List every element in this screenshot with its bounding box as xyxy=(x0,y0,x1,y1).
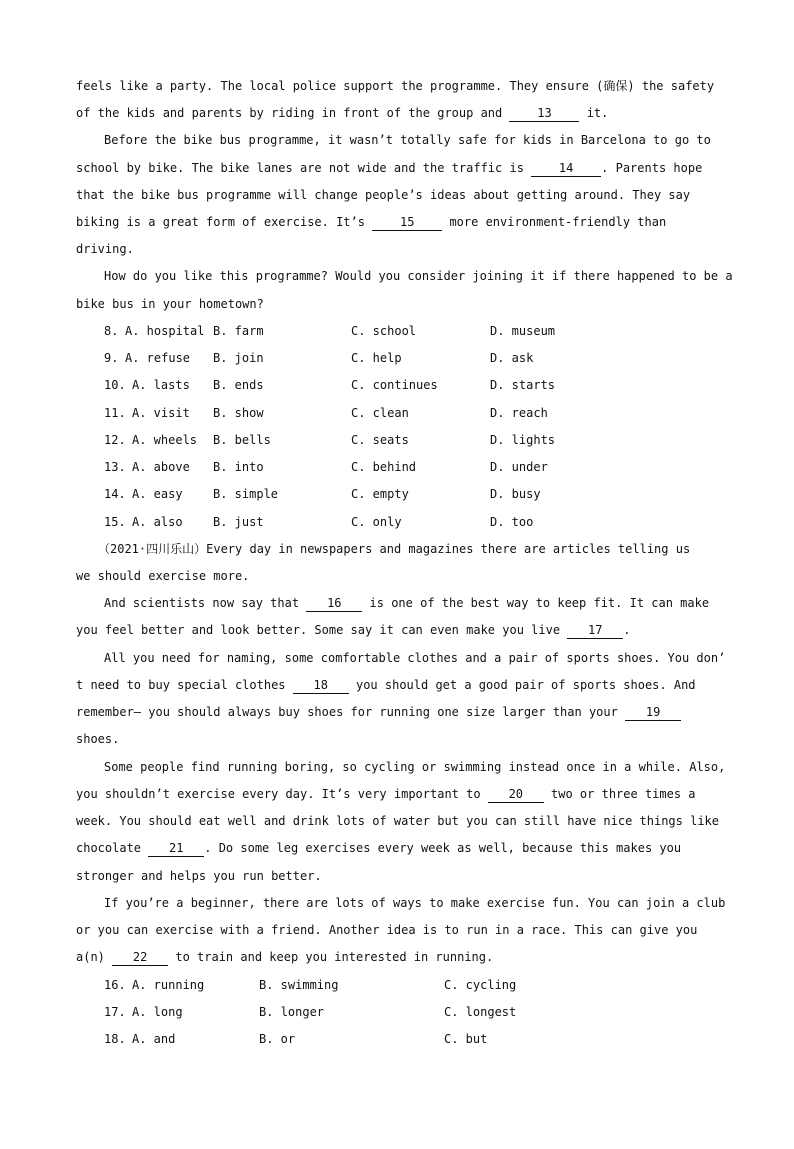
passage-line: driving. xyxy=(76,242,134,256)
question-row xyxy=(0,457,548,477)
question-number: 15. xyxy=(104,515,126,529)
passage-line xyxy=(76,947,716,967)
passage-line: that the bike bus programme will change people’s ideas about getting around. They say xyxy=(76,188,691,202)
question-number: 12. xyxy=(104,433,126,447)
option-c[interactable]: C. help xyxy=(351,351,402,365)
option-b[interactable]: B. join xyxy=(213,351,264,365)
passage-line xyxy=(76,675,716,695)
option-c[interactable]: C. longest xyxy=(444,1005,517,1019)
question-number: 13. xyxy=(104,460,126,474)
passage-line xyxy=(76,702,716,722)
text-segment: it. xyxy=(579,106,609,120)
question-row xyxy=(0,375,556,395)
blank-22: 22 xyxy=(112,950,168,966)
text-segment: remember— you should always buy shoes for running one size larger than your xyxy=(76,705,626,719)
question-row xyxy=(0,484,541,504)
text-segment: . Do some leg exercises every week as well, because this makes you xyxy=(204,841,682,855)
option-c[interactable]: C. school xyxy=(351,324,417,338)
text-segment: Every day in newspapers and magazines there are articles telling us xyxy=(206,542,691,556)
passage-line xyxy=(76,784,716,804)
question-number: 16. xyxy=(104,978,126,992)
question-row xyxy=(0,1002,517,1022)
question-number: 14. xyxy=(104,487,126,501)
passage-line xyxy=(98,539,718,559)
text-segment: t need to buy special clothes xyxy=(76,678,293,692)
passage-line: If you’re a beginner, there are lots of ways to make exercise fun. You can join a club xyxy=(104,896,726,910)
passage-line: How do you like this programme? Would you consider joining it if there happened to be a xyxy=(104,269,733,283)
passage-line xyxy=(76,158,716,178)
blank-14: 14 xyxy=(531,161,601,177)
option-a[interactable]: A. also xyxy=(132,515,183,529)
question-number: 17. xyxy=(104,1005,126,1019)
option-c[interactable]: C. behind xyxy=(351,460,417,474)
blank-19: 19 xyxy=(625,705,681,721)
option-b[interactable]: B. or xyxy=(259,1032,296,1046)
passage-line: bike bus in your hometown? xyxy=(76,297,264,311)
option-a[interactable]: A. wheels xyxy=(132,433,198,447)
option-a[interactable]: A. refuse xyxy=(125,351,191,365)
text-segment: you feel better and look better. Some say it can even make you live xyxy=(76,623,568,637)
option-d[interactable]: D. under xyxy=(490,460,548,474)
text-segment: school by bike. The bike lanes are not wide and the traffic is xyxy=(76,161,532,175)
question-row xyxy=(0,1029,488,1049)
option-c[interactable]: C. clean xyxy=(351,406,409,420)
text-segment: And scientists now say that xyxy=(104,596,307,610)
text-segment: . xyxy=(623,623,631,637)
question-row xyxy=(0,403,548,423)
option-d[interactable]: D. lights xyxy=(490,433,556,447)
question-row xyxy=(0,512,534,532)
option-b[interactable]: B. into xyxy=(213,460,264,474)
question-row xyxy=(0,348,534,368)
question-number: 9. xyxy=(104,351,119,365)
option-b[interactable]: B. farm xyxy=(213,324,264,338)
blank-17: 17 xyxy=(567,623,623,639)
text-segment: two or three times a xyxy=(543,787,696,801)
option-b[interactable]: B. longer xyxy=(259,1005,325,1019)
option-d[interactable]: D. ask xyxy=(490,351,534,365)
blank-21: 21 xyxy=(148,841,204,857)
option-c[interactable]: C. only xyxy=(351,515,402,529)
option-a[interactable]: A. hospital xyxy=(125,324,205,338)
passage-line xyxy=(76,620,716,640)
text-segment: of the kids and parents by riding in front of the group and xyxy=(76,106,510,120)
passage-line xyxy=(76,212,716,232)
option-c[interactable]: C. but xyxy=(444,1032,488,1046)
option-a[interactable]: A. long xyxy=(132,1005,183,1019)
blank-20: 20 xyxy=(488,787,544,803)
blank-15: 15 xyxy=(372,215,442,231)
option-b[interactable]: B. just xyxy=(213,515,264,529)
text-segment: to train and keep you interested in running. xyxy=(168,950,494,964)
option-b[interactable]: B. simple xyxy=(213,487,279,501)
source-tag: （2021·四川乐山） xyxy=(98,542,207,556)
option-b[interactable]: B. ends xyxy=(213,378,264,392)
passage-line: Before the bike bus programme, it wasn’t totally safe for kids in Barcelona to go to xyxy=(104,133,711,147)
option-d[interactable]: D. too xyxy=(490,515,534,529)
option-a[interactable]: A. running xyxy=(132,978,205,992)
question-number: 18. xyxy=(104,1032,126,1046)
blank-18: 18 xyxy=(293,678,349,694)
passage-line: stronger and helps you run better. xyxy=(76,869,322,883)
question-number: 8. xyxy=(104,324,119,338)
blank-13: 13 xyxy=(509,106,579,122)
blank-16: 16 xyxy=(306,596,362,612)
option-a[interactable]: A. and xyxy=(132,1032,176,1046)
passage-line: week. You should eat well and drink lots of water but you can still have nice things like xyxy=(76,814,719,828)
passage-line: All you need for naming, some comfortable clothes and a pair of sports shoes. You don’ xyxy=(104,651,726,665)
question-row xyxy=(0,975,517,995)
question-number: 10. xyxy=(104,378,126,392)
option-c[interactable]: C. seats xyxy=(351,433,409,447)
passage-line: or you can exercise with a friend. Another idea is to run in a race. This can give you xyxy=(76,923,698,937)
text-segment: . Parents hope xyxy=(601,161,703,175)
text-segment: you shouldn’t exercise every day. It’s very important to xyxy=(76,787,488,801)
text-segment: more environment-friendly than xyxy=(442,215,667,229)
passage-line: feels like a party. The local police support the programme. They ensure (确保) the safety xyxy=(76,79,715,93)
option-b[interactable]: B. swimming xyxy=(259,978,339,992)
passage-line xyxy=(76,838,716,858)
option-c[interactable]: C. cycling xyxy=(444,978,517,992)
text-segment: a(n) xyxy=(76,950,113,964)
option-d[interactable]: D. busy xyxy=(490,487,541,501)
text-segment: you should get a good pair of sports shoes. And xyxy=(348,678,696,692)
option-b[interactable]: B. show xyxy=(213,406,264,420)
option-b[interactable]: B. bells xyxy=(213,433,271,447)
option-c[interactable]: C. empty xyxy=(351,487,409,501)
option-d[interactable]: D. reach xyxy=(490,406,548,420)
passage-line: we should exercise more. xyxy=(76,569,250,583)
passage-line: Some people find running boring, so cycling or swimming instead once in a while. Also, xyxy=(104,760,726,774)
option-d[interactable]: D. museum xyxy=(490,324,556,338)
option-a[interactable]: A. easy xyxy=(132,487,183,501)
option-a[interactable]: A. visit xyxy=(132,406,190,420)
passage-line xyxy=(76,103,716,123)
text-segment: is one of the best way to keep fit. It can make xyxy=(362,596,710,610)
option-c[interactable]: C. continues xyxy=(351,378,438,392)
text-segment: biking is a great form of exercise. It’s xyxy=(76,215,373,229)
passage-line: shoes. xyxy=(76,732,120,746)
text-segment: chocolate xyxy=(76,841,149,855)
option-a[interactable]: A. above xyxy=(132,460,190,474)
question-row xyxy=(0,321,556,341)
option-a[interactable]: A. lasts xyxy=(132,378,190,392)
passage-line xyxy=(104,593,744,613)
option-d[interactable]: D. starts xyxy=(490,378,556,392)
question-number: 11. xyxy=(104,406,126,420)
question-row xyxy=(0,430,556,450)
